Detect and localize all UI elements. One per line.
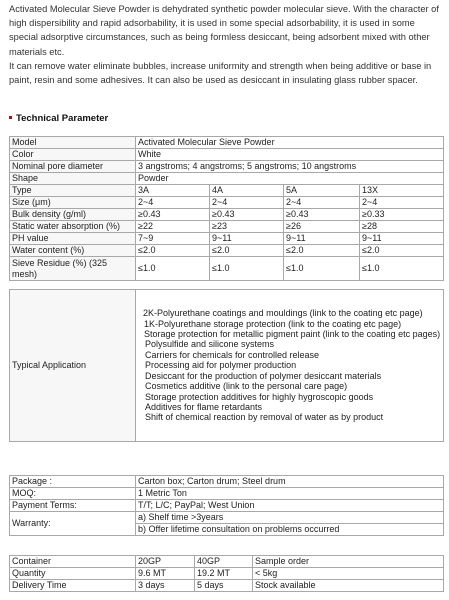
spec-value: Powder (136, 173, 444, 185)
trade-value: b) Offer lifetime consultation on problems occurred (136, 524, 444, 536)
trade-value: T/T; L/C; PayPal; West Union (136, 500, 444, 512)
spec-table (9, 136, 444, 442)
table-cell: 19.2 MT (195, 568, 253, 580)
table-cell: ≤2.0 (210, 245, 284, 257)
table-row (10, 556, 444, 568)
shipping-header: Container (10, 556, 136, 568)
application-item: 1K-Polyurethane storage protection (link to the coating etc page) (144, 318, 402, 329)
table-cell: 4A (210, 185, 284, 197)
table-cell: ≤2.0 (360, 245, 444, 257)
table-cell: < 5kg (253, 568, 444, 580)
table-cell: Quantity (10, 568, 136, 580)
table-cell: 9~11 (284, 233, 360, 245)
application-item: Shift of chemical reaction by removal of water as by product (145, 412, 384, 423)
trade-label: Warranty: (10, 512, 136, 536)
table-cell: 9~11 (210, 233, 284, 245)
table-cell: Stock available (253, 580, 444, 592)
table-cell: ≤2.0 (284, 245, 360, 257)
table-cell: 13X (360, 185, 444, 197)
table-cell: ≤1.0 (360, 257, 444, 281)
spec-label: Bulk density (g/ml) (10, 209, 136, 221)
table-row (10, 290, 444, 442)
application-item: Storage protection additives for highly hygroscopic goods (145, 391, 374, 402)
application-item: Additives for flame retardants (145, 401, 263, 412)
table-cell: 9.6 MT (136, 568, 195, 580)
table-cell: 7~9 (136, 233, 210, 245)
table-cell: ≥22 (136, 221, 210, 233)
table-row (10, 476, 444, 488)
trade-value: 1 Metric Ton (136, 488, 444, 500)
table-cell: ≥0.33 (360, 209, 444, 221)
trade-label: Package : (10, 476, 136, 488)
trade-label: MOQ: (10, 488, 136, 500)
table-cell: ≤2.0 (136, 245, 210, 257)
spec-label: Static water absorption (%) (10, 221, 136, 233)
table-row (10, 257, 444, 281)
spec-label: Type (10, 185, 136, 197)
trade-table (9, 475, 444, 536)
table-cell: 3A (136, 185, 210, 197)
technical-parameter-heading (9, 113, 108, 124)
table-cell: ≥23 (210, 221, 284, 233)
application-item: Polysulfide and silicone systems (145, 339, 275, 350)
shipping-header: 20GP (136, 556, 195, 568)
table-cell: ≤1.0 (210, 257, 284, 281)
table-row (10, 233, 444, 245)
table-row (10, 568, 444, 580)
trade-value: a) Shelf time >3years (136, 512, 444, 524)
spec-value: White (136, 149, 444, 161)
description-paragraph-2: It can remove water eliminate bubbles, increase uniformity and strength when being additive or base in paint, resin and some adhesives. It can also be used as desiccant in insulating glass rubber spacer. (9, 60, 432, 86)
table-cell: ≥0.43 (136, 209, 210, 221)
description-paragraph-1: Activated Molecular Sieve Powder is dehydrated synthetic powder molecular sieve. With the character of high dispersibility and rapid adsorbability, it is used in some special adsorbability, it is used in some special adsorptive circumstances, such as being formless desiccant, being adsorbent mixed with other materials etc. (9, 4, 439, 57)
application-list (136, 290, 444, 442)
table-cell: ≥28 (360, 221, 444, 233)
table-row (10, 221, 444, 233)
spec-label: PH value (10, 233, 136, 245)
table-cell: 2~4 (210, 197, 284, 209)
table-row (10, 161, 444, 173)
table-cell: 2~4 (360, 197, 444, 209)
table-cell: Delivery Time (10, 580, 136, 592)
spec-value: Activated Molecular Sieve Powder (136, 137, 444, 149)
table-row (10, 245, 444, 257)
shipping-header: 40GP (195, 556, 253, 568)
spec-label: Typical Application (10, 290, 136, 442)
table-spacer (10, 281, 444, 290)
application-item: Storage protection for metallic pigment paint (link to the coating etc pages) (144, 329, 441, 340)
table-cell: ≤1.0 (284, 257, 360, 281)
table-row (10, 209, 444, 221)
application-item: 2K-Polyurethane coatings and mouldings (link to the coating etc page) (143, 308, 423, 319)
table-cell: ≥0.43 (284, 209, 360, 221)
spec-label: Water content (%) (10, 245, 136, 257)
table-row (10, 173, 444, 185)
application-item: Processing aid for polymer production (145, 360, 297, 371)
spec-label: Shape (10, 173, 136, 185)
table-row (10, 197, 444, 209)
table-cell: ≥26 (284, 221, 360, 233)
table-cell: ≥0.43 (210, 209, 284, 221)
spec-label: Model (10, 137, 136, 149)
table-cell: ≤1.0 (136, 257, 210, 281)
shipping-header: Sample order (253, 556, 444, 568)
application-item: Carriers for chemicals for controlled release (145, 349, 320, 360)
table-row (10, 185, 444, 197)
application-item: Desiccant for the production of polymer desiccant materials (145, 370, 382, 381)
table-cell: 2~4 (136, 197, 210, 209)
spec-label: Size (μm) (10, 197, 136, 209)
table-cell: 3 days (136, 580, 195, 592)
trade-label: Payment Terms: (10, 500, 136, 512)
table-row (10, 580, 444, 592)
spec-value: 3 angstroms; 4 angstroms; 5 angstroms; 10 angstroms (136, 161, 444, 173)
table-row (10, 512, 444, 524)
spec-label: Nominal pore diameter (10, 161, 136, 173)
table-row (10, 488, 444, 500)
spec-label: Sieve Residue (%) (325 mesh) (10, 257, 136, 281)
application-item: Cosmetics additive (link to the personal care page) (145, 381, 348, 392)
table-cell: 5A (284, 185, 360, 197)
red-bullet-icon (9, 116, 12, 119)
table-row (10, 149, 444, 161)
table-cell: 9~11 (360, 233, 444, 245)
table-cell: 2~4 (284, 197, 360, 209)
product-description (9, 2, 443, 87)
table-cell: 5 days (195, 580, 253, 592)
spec-label: Color (10, 149, 136, 161)
shipping-table (9, 555, 444, 592)
table-row (10, 137, 444, 149)
table-row (10, 500, 444, 512)
technical-parameter-title: Technical Parameter (16, 113, 109, 124)
trade-value: Carton box; Carton drum; Steel drum (136, 476, 444, 488)
